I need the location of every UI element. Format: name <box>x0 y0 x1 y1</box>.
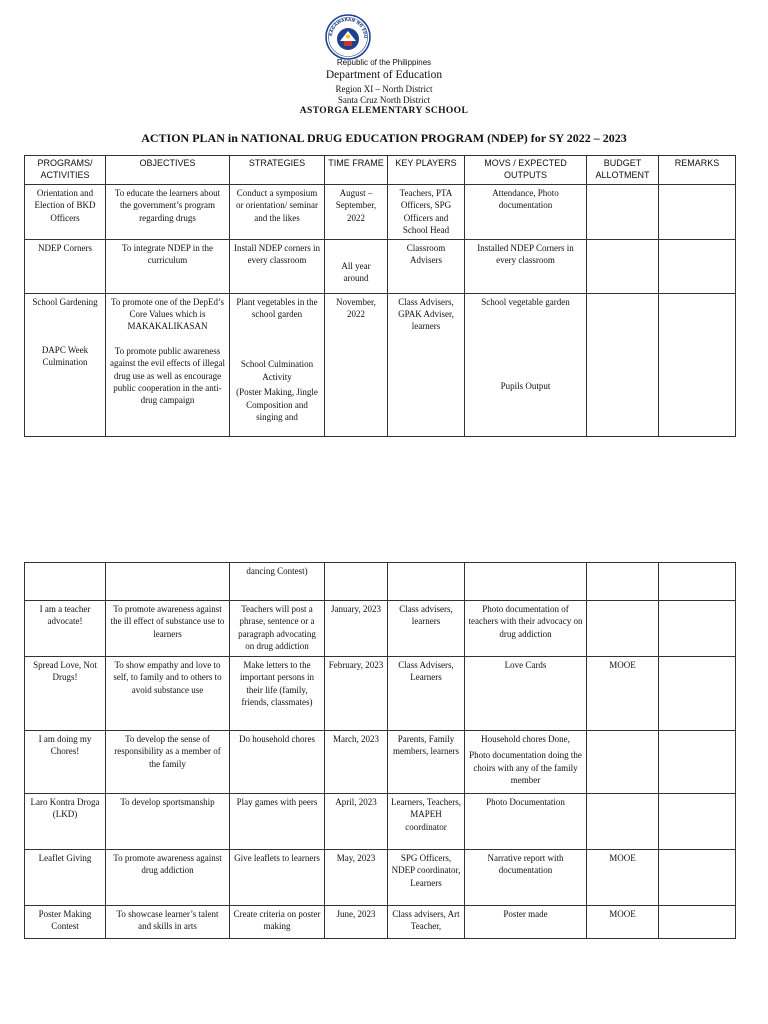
table-row <box>25 293 736 436</box>
objective-cell: To promote awareness against the ill effect of substance use to learners <box>106 601 230 657</box>
time-frame-cell: January, 2023 <box>325 601 388 657</box>
program-cell: NDEP Corners <box>25 239 106 293</box>
movs-photo-chores: Photo documentation doing the choirs with any of the family member <box>469 750 582 786</box>
program-cell: I am doing my Chores! <box>25 731 106 794</box>
table-row <box>25 850 736 906</box>
deped-seal-logo <box>325 14 371 60</box>
movs-cell: Love Cards <box>465 657 587 731</box>
movs-cell: Poster made <box>465 906 587 939</box>
program-cell <box>25 293 106 436</box>
objective-cell: To develop the sense of responsibility as a member of the family <box>106 731 230 794</box>
table-row <box>25 185 736 240</box>
time-frame-cell <box>325 563 388 601</box>
strategy-cell: Do household chores <box>230 731 325 794</box>
header-programs: PROGRAMS/ ACTIVITIES <box>25 156 106 185</box>
key-players-cell: Class advisers, learners <box>388 601 465 657</box>
remarks-cell <box>659 657 736 731</box>
header-remarks: REMARKS <box>659 156 736 185</box>
table-row <box>25 731 736 794</box>
movs-pupils-output: Pupils Output <box>500 381 551 392</box>
table-row <box>25 239 736 293</box>
key-players-cell: Parents, Family members, learners <box>388 731 465 794</box>
strategy-cell: Make letters to the important persons in their life (family, friends, classmates) <box>230 657 325 731</box>
program-cell <box>25 563 106 601</box>
remarks-cell <box>659 850 736 906</box>
movs-cell: Attendance, Photo documentation <box>465 185 587 240</box>
remarks-cell <box>659 293 736 436</box>
strategy-cell: Teachers will post a phrase, sentence or a paragraph advocating on drug addiction <box>230 601 325 657</box>
remarks-cell <box>659 185 736 240</box>
program-cell: Orientation and Election of BKD Officers <box>25 185 106 240</box>
district-label: Santa Cruz North District <box>337 95 431 105</box>
budget-cell <box>587 185 659 240</box>
movs-cell <box>465 731 587 794</box>
movs-chores-done: Household chores Done, <box>481 734 570 744</box>
objective-cell: To showcase learner’s talent and skills in arts <box>106 906 230 939</box>
remarks-cell <box>659 731 736 794</box>
page-title: ACTION PLAN in NATIONAL DRUG EDUCATION PROGRAM (NDEP) for SY 2022 – 2023 <box>141 131 627 145</box>
budget-cell <box>587 794 659 850</box>
time-frame-cell: February, 2023 <box>325 657 388 731</box>
key-players-cell: Class advisers, Art Teacher, <box>388 906 465 939</box>
objective-cell: To develop sportsmanship <box>106 794 230 850</box>
program-cell: Laro Kontra Droga (LKD) <box>25 794 106 850</box>
table-row <box>25 563 736 601</box>
objective-public-awareness: To promote public awareness against the evil effects of illegal drug use as well as encourage public cooperation in the anti-drug campaign <box>109 345 226 406</box>
key-players-cell: Learners, Teachers, MAPEH coordinator <box>388 794 465 850</box>
key-players-cell: Classroom Advisers <box>388 239 465 293</box>
movs-cell: Photo Documentation <box>465 794 587 850</box>
time-frame-cell: May, 2023 <box>325 850 388 906</box>
strategy-culmination: School Culmination Activity <box>240 359 314 382</box>
table-row <box>25 601 736 657</box>
table-row <box>25 794 736 850</box>
header-key-players: KEY PLAYERS <box>388 156 465 185</box>
key-players-cell: Class Advisers, Learners <box>388 657 465 731</box>
header-movs: MOVS / EXPECTED OUTPUTS <box>465 156 587 185</box>
strategy-plant-vegetables: Plant vegetables in the school garden <box>236 296 318 320</box>
strategy-contests: (Poster Making, Jingle Composition and singing and <box>236 387 318 423</box>
budget-cell: MOOE <box>587 906 659 939</box>
key-players-cell <box>388 563 465 601</box>
remarks-cell <box>659 906 736 939</box>
movs-vegetable-garden: School vegetable garden <box>481 296 570 307</box>
program-cell: Spread Love, Not Drugs! <box>25 657 106 731</box>
time-frame-cell: March, 2023 <box>325 731 388 794</box>
movs-cell <box>465 563 587 601</box>
strategy-cell: dancing Contest) <box>230 563 325 601</box>
budget-cell <box>587 601 659 657</box>
table-header-row <box>25 156 736 185</box>
action-plan-table-page1 <box>24 155 736 437</box>
strategy-cell: Conduct a symposium or orientation/ seminar and the likes <box>230 185 325 240</box>
time-frame-cell: November, 2022 <box>325 293 388 436</box>
remarks-cell <box>659 563 736 601</box>
header-budget: BUDGET ALLOTMENT <box>587 156 659 185</box>
time-frame-cell: August – September, 2022 <box>325 185 388 240</box>
objective-cell: To promote awareness against drug addiction <box>106 850 230 906</box>
strategy-cell <box>230 293 325 436</box>
objective-cell <box>106 563 230 601</box>
table-row <box>25 906 736 939</box>
objective-cell <box>106 293 230 436</box>
header-strategies: STRATEGIES <box>230 156 325 185</box>
action-plan-table-page2 <box>24 562 736 939</box>
objective-cell: To educate the learners about the government’s program regarding drugs <box>106 185 230 240</box>
time-frame-cell: June, 2023 <box>325 906 388 939</box>
budget-cell: MOOE <box>587 850 659 906</box>
region-label: Region XI – North District <box>335 84 433 94</box>
remarks-cell <box>659 794 736 850</box>
strategy-cell: Play games with peers <box>230 794 325 850</box>
movs-cell <box>465 293 587 436</box>
program-cell: Leaflet Giving <box>25 850 106 906</box>
republic-label: Republic of the Philippines <box>336 58 432 67</box>
movs-cell: Photo documentation of teachers with their advocacy on drug addiction <box>465 601 587 657</box>
key-players-cell: Class Advisers, GPAK Adviser, learners <box>388 293 465 436</box>
strategy-cell: Give leaflets to learners <box>230 850 325 906</box>
budget-cell <box>587 731 659 794</box>
objective-cell: To integrate NDEP in the curriculum <box>106 239 230 293</box>
program-cell: I am a teacher advocate! <box>25 601 106 657</box>
department-label: Department of Education <box>325 69 443 81</box>
strategy-cell: Create criteria on poster making <box>230 906 325 939</box>
program-school-gardening: School Gardening <box>32 296 98 307</box>
table-row <box>25 657 736 731</box>
program-cell: Poster Making Contest <box>25 906 106 939</box>
objective-makakalikasan: To promote one of the DepEd’s Core Values which is MAKAKALIKASAN <box>110 296 225 332</box>
budget-cell <box>587 239 659 293</box>
header-objectives: OBJECTIVES <box>106 156 230 185</box>
key-players-cell: Teachers, PTA Officers, SPG Officers and School Head <box>388 185 465 240</box>
budget-cell <box>587 293 659 436</box>
key-players-cell: SPG Officers, NDEP coordinator, Learners <box>388 850 465 906</box>
remarks-cell <box>659 239 736 293</box>
budget-cell: MOOE <box>587 657 659 731</box>
school-name: ASTORGA ELEMENTARY SCHOOL <box>299 106 469 116</box>
strategy-cell: Install NDEP corners in every classroom <box>230 239 325 293</box>
svg-text:KAGAWARAN NG EDUKASYON: KAGAWARAN NG EDU <box>327 16 369 39</box>
header-time-frame: TIME FRAME <box>325 156 388 185</box>
budget-cell <box>587 563 659 601</box>
time-frame-cell: April, 2023 <box>325 794 388 850</box>
remarks-cell <box>659 601 736 657</box>
objective-cell: To show empathy and love to self, to family and to others to avoid substance use <box>106 657 230 731</box>
time-frame-cell: All year around <box>325 239 388 293</box>
movs-cell: Installed NDEP Corners in every classroom <box>465 239 587 293</box>
movs-cell: Narrative report with documentation <box>465 850 587 906</box>
program-dapc-week: DAPC Week Culmination <box>41 345 89 368</box>
